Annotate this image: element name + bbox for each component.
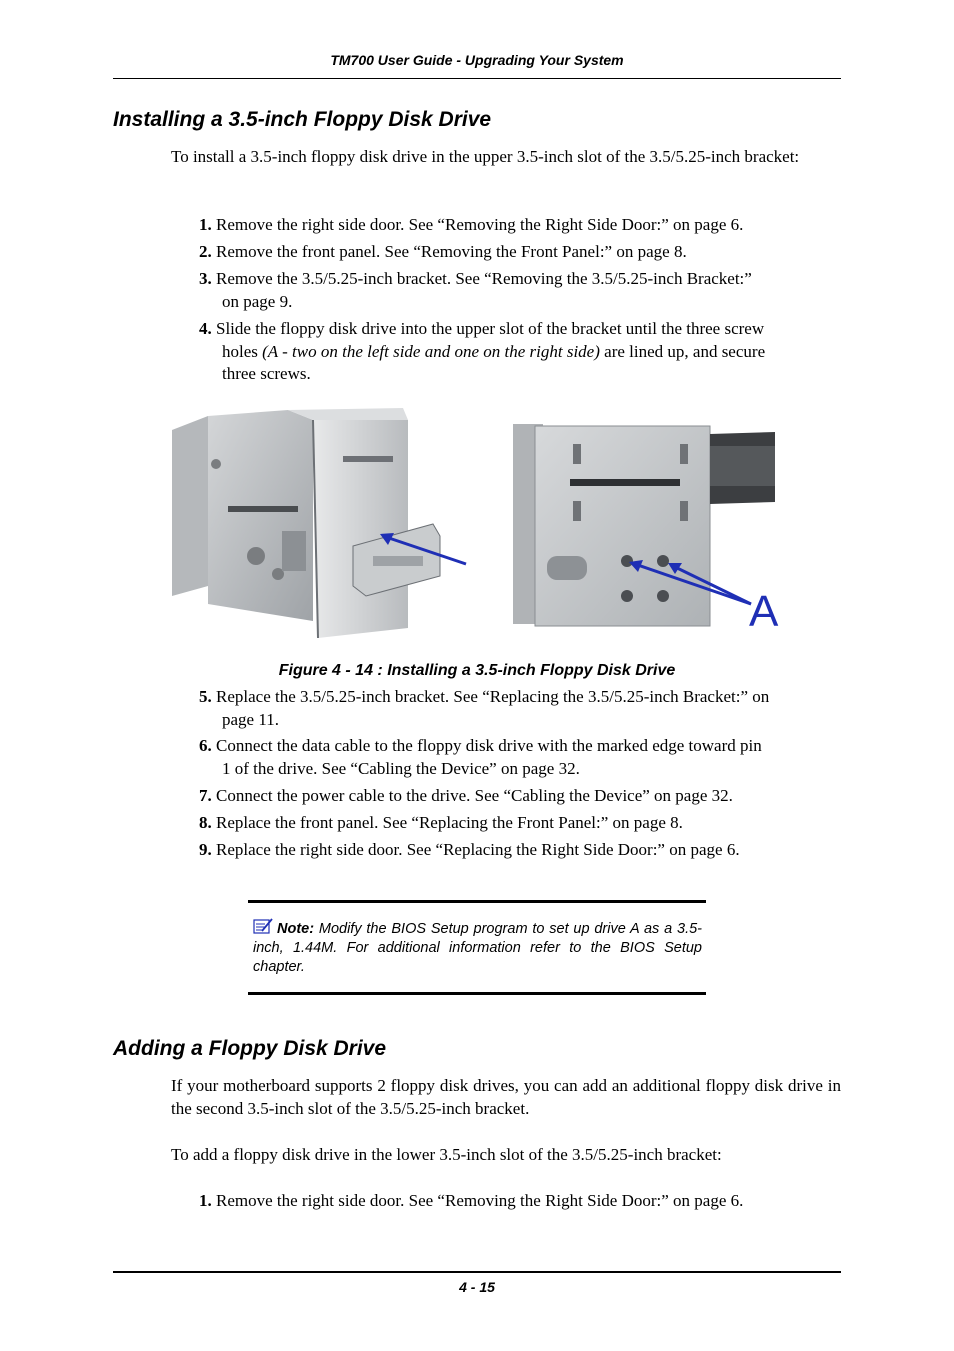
step-text-continued: page 11. <box>222 709 279 729</box>
floppy-bracket-photo-left <box>168 406 468 644</box>
step-6 <box>199 735 841 780</box>
step-7 <box>199 785 841 808</box>
step-5 <box>199 686 841 731</box>
step-4 <box>199 318 841 386</box>
footer-rule <box>113 1271 841 1273</box>
step-text-italic: (A - two on the left side and one on the right side) <box>262 341 600 361</box>
step-text-continued: on page 9. <box>222 291 293 311</box>
step-text: Remove the right side door. See “Removing the Right Side Door:” on page 6. <box>216 215 744 234</box>
step-text-continued: 1 of the drive. See “Cabling the Device” on page 32. <box>222 758 580 778</box>
section-heading-installing: Installing a 3.5-inch Floppy Disk Drive <box>113 108 492 131</box>
step-number: 2. <box>199 242 212 261</box>
step-8 <box>199 812 841 835</box>
step-number: 1. <box>199 1191 212 1210</box>
step-number: 8. <box>199 813 212 832</box>
step-3 <box>199 268 841 313</box>
note-pencil-icon <box>253 918 273 935</box>
section2-paragraph-1: If your motherboard supports 2 floppy disk drives, you can add an additional floppy disk drive in the second 3.5-inch slot of the 3.5/5.25-inch bracket. <box>171 1076 841 1118</box>
step-text: Replace the front panel. See “Replacing the Front Panel:” on page 8. <box>216 813 683 832</box>
callout-label-a: A <box>749 587 779 634</box>
page-header-title: TM700 User Guide - Upgrading Your System <box>330 52 624 68</box>
note-label: Note: <box>277 921 315 937</box>
step-text: Replace the right side door. See “Replacing the Right Side Door:” on page 6. <box>216 840 740 859</box>
step-text: holes <box>222 341 263 361</box>
note-text <box>253 918 702 977</box>
step-number: 5. <box>199 687 212 706</box>
note-body: Modify the BIOS Setup program to set up drive A as a 3.5-inch, 1.44M. For additional information refer to the BIOS Setup chapter. <box>253 921 702 975</box>
figure-caption: Figure 4 - 14 : Installing a 3.5-inch Floppy Disk Drive <box>278 662 676 679</box>
note-box <box>248 900 706 995</box>
step-2 <box>199 241 841 264</box>
step-text: Connect the power cable to the drive. See “Cabling the Device” on page 32. <box>216 786 733 805</box>
step-text: Slide the floppy disk drive into the upper slot of the bracket until the three screw <box>216 319 765 338</box>
step-text: are lined up, and secure <box>599 341 766 361</box>
section2-paragraph-2: To add a floppy disk drive in the lower 3.5-inch slot of the 3.5/5.25-inch bracket: <box>171 1145 722 1164</box>
header-rule <box>113 78 841 79</box>
page-number: 4 - 15 <box>459 1279 495 1295</box>
step-text-continued: three screws. <box>222 364 311 383</box>
floppy-bracket-photo-right <box>505 406 785 634</box>
step-number: 9. <box>199 840 212 859</box>
intro-paragraph: To install a 3.5-inch floppy disk drive in the upper 3.5-inch slot of the 3.5/5.25-inch bracket: <box>171 147 800 166</box>
step-text: Connect the data cable to the floppy disk drive with the marked edge toward pin <box>216 736 762 755</box>
section2-step-1 <box>199 1190 841 1213</box>
step-number: 7. <box>199 786 212 805</box>
step-number: 4. <box>199 319 212 338</box>
step-text: Remove the front panel. See “Removing the Front Panel:” on page 8. <box>216 242 687 261</box>
step-text: Remove the 3.5/5.25-inch bracket. See “Removing the 3.5/5.25-inch Bracket:” <box>216 269 752 288</box>
step-text: Remove the right side door. See “Removing the Right Side Door:” on page 6. <box>216 1191 744 1210</box>
step-1 <box>199 214 841 237</box>
step-text: Replace the 3.5/5.25-inch bracket. See “Replacing the 3.5/5.25-inch Bracket:” on <box>216 687 770 706</box>
step-number: 1. <box>199 215 212 234</box>
step-number: 6. <box>199 736 212 755</box>
step-number: 3. <box>199 269 212 288</box>
section-heading-adding: Adding a Floppy Disk Drive <box>113 1037 387 1060</box>
step-9 <box>199 839 841 862</box>
